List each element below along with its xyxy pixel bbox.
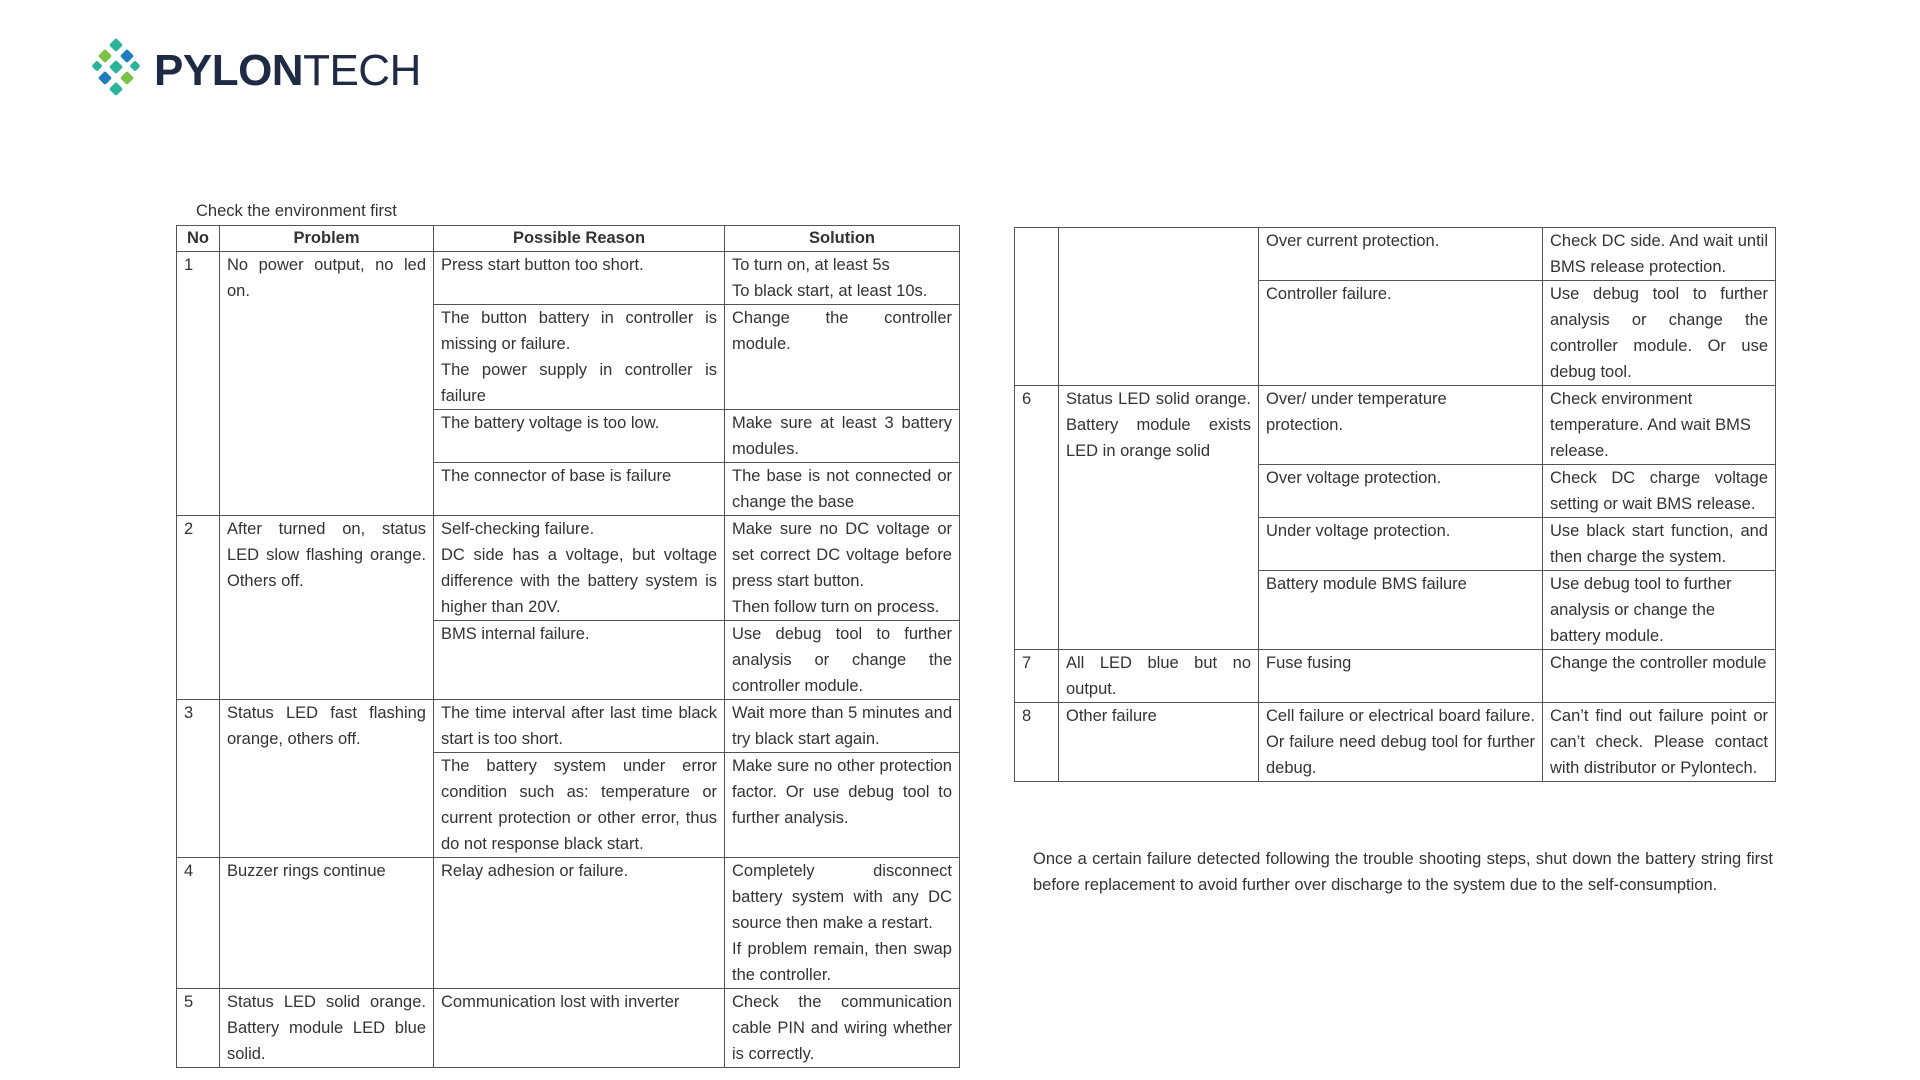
row-reason — [1259, 650, 1543, 703]
row-no: 3 — [177, 700, 220, 858]
row-solution — [725, 305, 960, 410]
solution-line: Change the controller module — [1550, 654, 1767, 672]
replacement-note: Once a certain failure detected following the trouble shooting steps, shut down the battery string first before replacement to avoid further over discharge to the system due to the self-consumption. — [1033, 850, 1773, 894]
solution-line: If problem remain, then swap the controller. — [732, 940, 952, 984]
solution-line: battery module. — [1550, 627, 1664, 645]
row-reason — [434, 463, 725, 516]
reason-line: BMS internal failure. — [441, 625, 590, 643]
reason-line: Over current protection. — [1266, 232, 1440, 250]
row-reason — [1259, 281, 1543, 386]
table-row — [1015, 386, 1776, 465]
solution-line: release. — [1550, 442, 1609, 460]
brand-wordmark — [154, 46, 421, 95]
row-solution — [1543, 386, 1776, 465]
row-reason — [434, 858, 725, 989]
row-solution — [1543, 228, 1776, 281]
solution-line: Check DC side. And wait until BMS release protection. — [1550, 232, 1768, 276]
reason-line: Cell failure or electrical board failure. Or failure need debug tool for further debug. — [1266, 707, 1535, 777]
table-caption: Check the environment first — [196, 202, 397, 220]
row-reason — [1259, 571, 1543, 650]
pylontech-logo — [92, 36, 421, 106]
row-problem: All LED blue but no output. — [1059, 650, 1259, 703]
brand-name-bold: PYLON — [154, 46, 304, 95]
row-solution — [725, 700, 960, 753]
header-possible-reason: Possible Reason — [434, 226, 725, 252]
reason-line: Self-checking failure. — [441, 520, 595, 538]
row-no: 5 — [177, 989, 220, 1068]
reason-line: Communication lost with inverter — [441, 993, 680, 1011]
row-problem: No power output, no led on. — [220, 252, 434, 516]
row-reason — [434, 753, 725, 858]
solution-line: Make sure no DC voltage or set correct DC voltage before press start button. — [732, 520, 952, 590]
solution-line: To turn on, at least 5s — [732, 256, 890, 274]
row-solution — [725, 516, 960, 621]
solution-line: analysis or change the — [1550, 601, 1716, 619]
solution-line: Completely disconnect battery system with any DC source then make a restart. — [732, 862, 952, 932]
table-row — [177, 989, 960, 1068]
reason-line: The battery system under error condition such as: temperature or current protection or other error, thus do not response black start. — [441, 757, 717, 853]
solution-line: temperature. And wait BMS — [1550, 416, 1751, 434]
reason-line: The battery voltage is too low. — [441, 414, 660, 432]
reason-line: Press start button too short. — [441, 256, 644, 274]
row-solution — [1543, 465, 1776, 518]
reason-line: Controller failure. — [1266, 285, 1392, 303]
header-no: No — [177, 226, 220, 252]
row-solution — [725, 858, 960, 989]
solution-line: Check the communication cable PIN and wiring whether is correctly. — [732, 993, 952, 1063]
solution-line: Make sure at least 3 battery modules. — [732, 414, 952, 458]
row-solution — [725, 252, 960, 305]
table-row — [177, 252, 960, 305]
row-no-empty — [1015, 228, 1059, 386]
reason-line: protection. — [1266, 416, 1344, 434]
row-problem: Status LED fast flashing orange, others off. — [220, 700, 434, 858]
reason-line: The time interval after last time black start is too short. — [441, 704, 717, 748]
reason-line: DC side has a voltage, but voltage difference with the battery system is higher than 20V. — [441, 546, 717, 616]
row-reason — [434, 989, 725, 1068]
reason-line: The button battery in controller is missing or failure. — [441, 309, 717, 353]
row-problem: After turned on, status LED slow flashing orange. Others off. — [220, 516, 434, 700]
row-reason — [1259, 228, 1543, 281]
solution-line: Can’t find out failure point or can’t check. Please contact with distributor or Pylontech. — [1550, 707, 1768, 777]
row-solution — [725, 621, 960, 700]
solution-line: Use debug tool to further analysis or change the controller module. — [732, 625, 952, 695]
solution-line: Change the controller module. — [732, 309, 952, 353]
row-reason — [434, 305, 725, 410]
header-problem: Problem — [220, 226, 434, 252]
solution-line: Make sure no other protection factor. Or use debug tool to further analysis. — [732, 757, 952, 827]
reason-line: Battery module BMS failure — [1266, 575, 1467, 593]
reason-line: Fuse fusing — [1266, 654, 1352, 672]
row-no: 6 — [1015, 386, 1059, 650]
row-solution — [725, 753, 960, 858]
row-no: 7 — [1015, 650, 1059, 703]
row-no: 2 — [177, 516, 220, 700]
solution-line: Check DC charge voltage setting or wait BMS release. — [1550, 469, 1768, 513]
solution-line: To black start, at least 10s. — [732, 282, 928, 300]
row-solution — [1543, 703, 1776, 782]
reason-line: Over voltage protection. — [1266, 469, 1442, 487]
table-row — [1015, 650, 1776, 703]
row-solution — [1543, 650, 1776, 703]
row-solution — [1543, 518, 1776, 571]
row-solution — [1543, 281, 1776, 386]
table-row — [177, 858, 960, 989]
row-no: 8 — [1015, 703, 1059, 782]
row-reason — [434, 252, 725, 305]
row-no: 1 — [177, 252, 220, 516]
row-problem: Status LED solid orange. Battery module exists LED in orange solid — [1059, 386, 1259, 650]
solution-line: Check environment — [1550, 390, 1693, 408]
row-reason — [1259, 386, 1543, 465]
row-reason — [1259, 465, 1543, 518]
table-header-row — [177, 226, 960, 252]
row-problem: Status LED solid orange. Battery module LED blue solid. — [220, 989, 434, 1068]
solution-line: Use debug tool to further analysis or change the controller module. Or use debug tool. — [1550, 285, 1768, 381]
solution-line: Wait more than 5 minutes and try black start again. — [732, 704, 952, 748]
header-solution: Solution — [725, 226, 960, 252]
row-reason — [434, 700, 725, 753]
row-problem: Buzzer rings continue — [220, 858, 434, 989]
row-reason — [1259, 518, 1543, 571]
troubleshooting-table-right — [1014, 227, 1776, 782]
reason-line: The power supply in controller is failure — [441, 361, 717, 405]
row-problem-empty — [1059, 228, 1259, 386]
reason-line: Relay adhesion or failure. — [441, 862, 629, 880]
row-reason — [1259, 703, 1543, 782]
table-row — [1015, 703, 1776, 782]
row-solution — [725, 410, 960, 463]
solution-line: Then follow turn on process. — [732, 598, 940, 616]
reason-line: The connector of base is failure — [441, 467, 672, 485]
row-no: 4 — [177, 858, 220, 989]
solution-line: Use debug tool to further — [1550, 575, 1732, 593]
row-reason — [434, 621, 725, 700]
row-reason — [434, 516, 725, 621]
table-row — [177, 700, 960, 753]
table-row — [177, 516, 960, 621]
troubleshooting-table-left — [176, 225, 960, 1068]
brand-name-light: TECH — [303, 46, 421, 95]
reason-line: Under voltage protection. — [1266, 522, 1451, 540]
row-reason — [434, 410, 725, 463]
row-solution — [725, 989, 960, 1068]
row-solution — [1543, 571, 1776, 650]
row-solution — [725, 463, 960, 516]
solution-line: Use black start function, and then charge the system. — [1550, 522, 1768, 566]
table-row — [1015, 228, 1776, 281]
row-problem: Other failure — [1059, 703, 1259, 782]
solution-line: The base is not connected or change the base — [732, 467, 952, 511]
pylontech-emblem-icon — [92, 38, 144, 104]
reason-line: Over/ under temperature — [1266, 390, 1447, 408]
